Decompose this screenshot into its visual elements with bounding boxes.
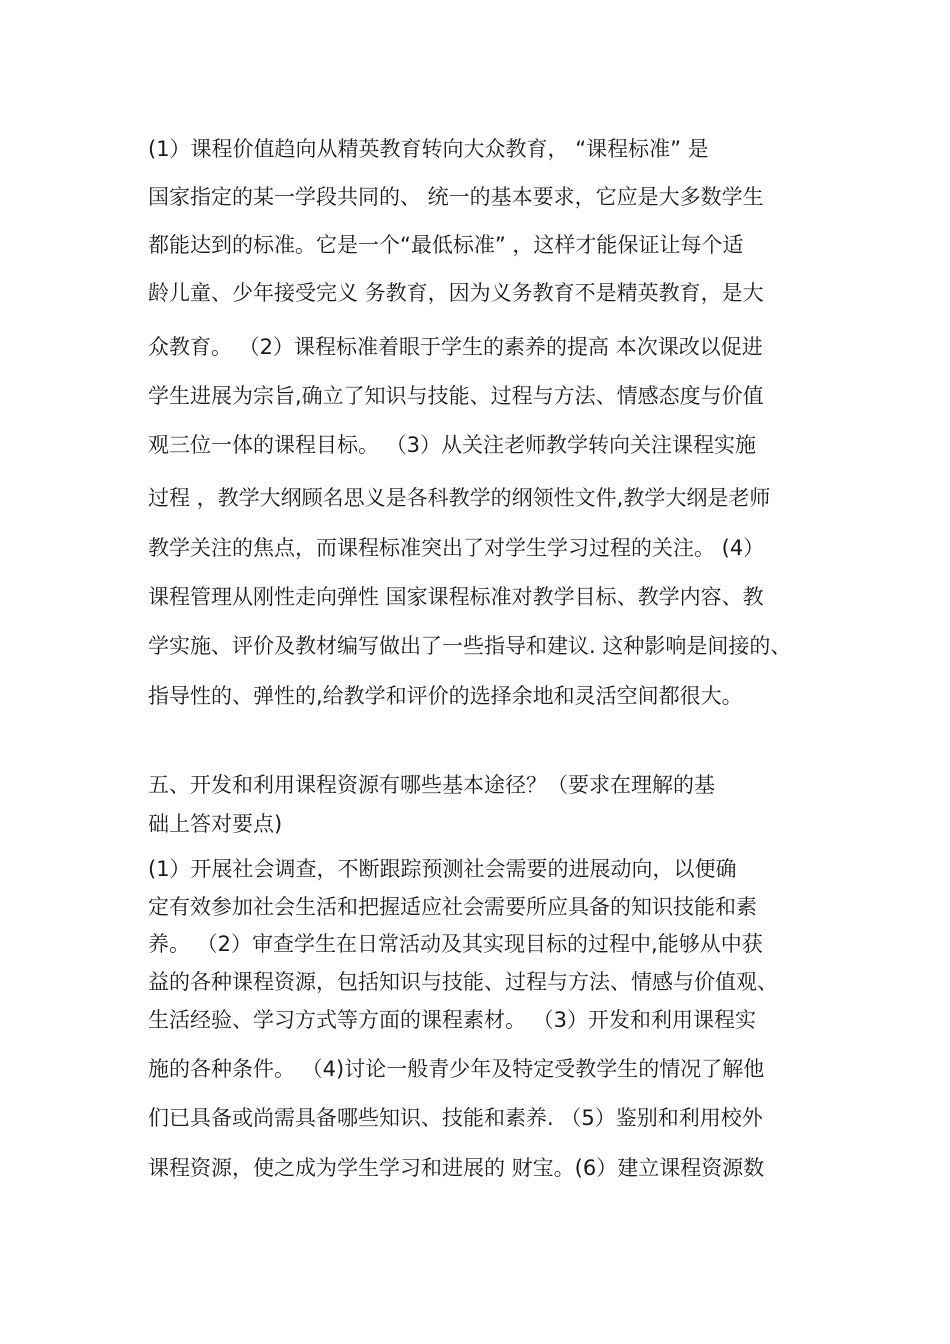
- paragraph-line: 定有效参加社会生活和把握适应社会需要所应具备的知识技能和素: [148, 895, 757, 919]
- paragraph-line: 指导性的、弹性的,给教学和评价的选择余地和灵活空间都很大。: [148, 684, 743, 708]
- paragraph-line: (1）开展社会调查，不断跟踪预测社会需要的进展动向，以便确: [148, 857, 737, 881]
- paragraph-line: 们已具备或尚需具备哪些知识、技能和素养. （5）鉴别和利用校外: [148, 1106, 763, 1130]
- paragraph-line: 龄儿童、少年接受完义 务教育，因为义务教育不是精英教育，是大: [148, 281, 764, 305]
- paragraph-line: 课程资源，使之成为学生学习和进展的 财宝。(6）建立课程资源数: [148, 1156, 765, 1180]
- paragraph-line: 生活经验、学习方式等方面的课程素材。 （3）开发和利用课程实: [148, 1008, 757, 1032]
- paragraph-line: 国家指定的某一学段共同的、 统一的基本要求，它应是大多数学生: [148, 185, 764, 209]
- paragraph-line: 施的各种条件。 （4)讨论一般青少年及特定受教学生的情况了解他: [148, 1057, 765, 1081]
- paragraph-line: 教学关注的焦点，而课程标准突出了对学生学习过程的关注。 (4）: [148, 536, 765, 560]
- paragraph-line: 学生进展为宗旨,确立了知识与技能、过程与方法、情感态度与价值: [148, 384, 764, 408]
- paragraph-line: 都能达到的标准。它是一个“最低标准” ，这样才能保证让每个适: [148, 233, 744, 257]
- paragraph-line: 养。 （2）审查学生在日常活动及其实现目标的过程中,能够从中获: [148, 932, 763, 956]
- paragraph-line: 课程管理从刚性走向弹性 国家课程标准对教学目标、教学内容、教: [148, 585, 764, 609]
- paragraph-line: 观三位一体的课程目标。 （3）从关注老师教学转向关注课程实施: [148, 433, 757, 457]
- paragraph-line: 学实施、评价及教材编写做出了一些指导和建议. 这种影响是间接的、: [148, 634, 792, 658]
- paragraph-line: 益的各种课程资源，包括知识与技能、过程与方法、情感与价值观、: [148, 970, 778, 994]
- paragraph-line: 众教育。 （2）课程标准着眼于学生的素养的提高 本次课改以促进: [148, 335, 763, 359]
- section-heading: 础上答对要点): [148, 812, 283, 836]
- paragraph-line: (1）课程价值趋向从精英教育转向大众教育， “课程标准” 是: [148, 137, 709, 161]
- section-heading: 五、开发和利用课程资源有哪些基本途径？（要求在理解的基: [148, 773, 715, 797]
- paragraph-line: 过程 ，教学大纲顾名思义是各科教学的纲领性文件,教学大纲是老师: [148, 486, 771, 510]
